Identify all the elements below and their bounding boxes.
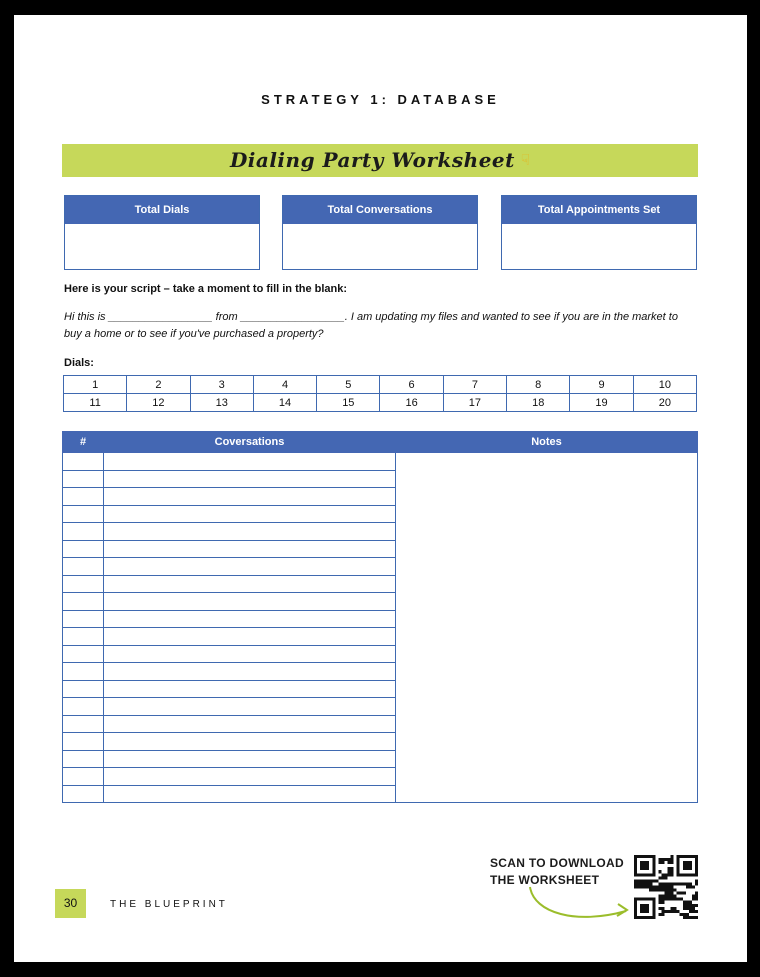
dial-cell[interactable]: 14 (253, 394, 316, 412)
conversation-cell[interactable] (104, 663, 396, 681)
row-number-cell[interactable] (63, 628, 104, 646)
conversation-cell[interactable] (104, 715, 396, 733)
dial-cell[interactable]: 7 (443, 376, 506, 394)
dials-row (64, 376, 697, 394)
dial-cell[interactable]: 17 (443, 394, 506, 412)
total-dials-box (64, 195, 260, 270)
total-dials-field[interactable] (65, 224, 259, 269)
conversation-cell[interactable] (104, 593, 396, 611)
call-script: Hi this is _________________ from _________________. I am updating my files and wanted to see if you are in the market to buy a home or to see if you've purchased a property? (64, 311, 678, 340)
dial-cell[interactable]: 5 (317, 376, 380, 394)
row-number-cell[interactable] (63, 733, 104, 751)
page-number: 30 (55, 889, 86, 918)
conversation-log-table (62, 431, 698, 803)
row-number-cell[interactable] (63, 488, 104, 506)
row-number-cell[interactable] (63, 750, 104, 768)
conversation-cell[interactable] (104, 645, 396, 663)
row-number-cell[interactable] (63, 645, 104, 663)
conversation-cell[interactable] (104, 698, 396, 716)
log-header-row (63, 432, 698, 453)
row-number-cell[interactable] (63, 698, 104, 716)
dial-cell[interactable]: 8 (507, 376, 570, 394)
dial-cell[interactable]: 13 (190, 394, 253, 412)
row-number-cell[interactable] (63, 715, 104, 733)
conversation-cell[interactable] (104, 505, 396, 523)
row-number-cell[interactable] (63, 505, 104, 523)
row-number-cell[interactable] (63, 593, 104, 611)
total-conversations-box (282, 195, 478, 270)
dial-cell[interactable]: 16 (380, 394, 443, 412)
conversation-cell[interactable] (104, 610, 396, 628)
conversation-cell[interactable] (104, 680, 396, 698)
row-number-cell[interactable] (63, 453, 104, 471)
notes-cell[interactable] (396, 453, 698, 803)
row-number-cell[interactable] (63, 558, 104, 576)
dial-cell[interactable]: 15 (317, 394, 380, 412)
dial-cell[interactable]: 1 (64, 376, 127, 394)
row-number-cell[interactable] (63, 575, 104, 593)
dial-cell[interactable]: 2 (127, 376, 190, 394)
row-number-cell[interactable] (63, 785, 104, 803)
conversation-cell[interactable] (104, 540, 396, 558)
row-number-cell[interactable] (63, 540, 104, 558)
dial-cell[interactable]: 19 (570, 394, 633, 412)
qr-code-icon[interactable] (634, 855, 698, 919)
row-number-cell[interactable] (63, 663, 104, 681)
conversation-cell[interactable] (104, 785, 396, 803)
log-col-conversations: Coversations (104, 432, 396, 453)
dials-label: Dials: (64, 357, 94, 369)
pointing-finger-icon: ☟ (520, 152, 531, 169)
row-number-cell[interactable] (63, 680, 104, 698)
total-appointments-field[interactable] (502, 224, 696, 269)
row-number-cell[interactable] (63, 768, 104, 786)
dial-cell[interactable]: 6 (380, 376, 443, 394)
conversation-cell[interactable] (104, 750, 396, 768)
page-heading: STRATEGY 1: DATABASE (261, 92, 500, 107)
dial-cell[interactable]: 18 (507, 394, 570, 412)
total-conversations-label: Total Conversations (283, 196, 477, 224)
script-prompt: Here is your script – take a moment to fill in the blank: (64, 283, 348, 295)
conversation-cell[interactable] (104, 470, 396, 488)
conversation-cell[interactable] (104, 523, 396, 541)
row-number-cell[interactable] (63, 470, 104, 488)
conversation-cell[interactable] (104, 733, 396, 751)
total-conversations-field[interactable] (283, 224, 477, 269)
dials-table (63, 375, 697, 412)
conversation-cell[interactable] (104, 575, 396, 593)
conversation-cell[interactable] (104, 488, 396, 506)
dial-cell[interactable]: 3 (190, 376, 253, 394)
worksheet-page (14, 15, 747, 962)
worksheet-title: Dialing Party Worksheet (229, 148, 515, 172)
scan-line-2: THE WORKSHEET (490, 873, 600, 887)
row-number-cell[interactable] (63, 523, 104, 541)
scan-line-1: SCAN TO DOWNLOAD (490, 856, 624, 870)
curved-arrow-icon (526, 883, 636, 925)
table-row (63, 453, 698, 471)
conversation-cell[interactable] (104, 558, 396, 576)
dial-cell[interactable]: 11 (64, 394, 127, 412)
book-title: THE BLUEPRINT (110, 899, 228, 910)
total-dials-label: Total Dials (65, 196, 259, 224)
title-banner (62, 144, 698, 177)
dials-row (64, 394, 697, 412)
log-col-notes: Notes (396, 432, 698, 453)
conversation-cell[interactable] (104, 768, 396, 786)
dial-cell[interactable]: 20 (633, 394, 696, 412)
dial-cell[interactable]: 12 (127, 394, 190, 412)
dial-cell[interactable]: 4 (253, 376, 316, 394)
dial-cell[interactable]: 9 (570, 376, 633, 394)
total-appointments-label: Total Appointments Set (502, 196, 696, 224)
conversation-cell[interactable] (104, 628, 396, 646)
log-col-number: # (63, 432, 104, 453)
dial-cell[interactable]: 10 (633, 376, 696, 394)
row-number-cell[interactable] (63, 610, 104, 628)
conversation-cell[interactable] (104, 453, 396, 471)
total-appointments-box (501, 195, 697, 270)
